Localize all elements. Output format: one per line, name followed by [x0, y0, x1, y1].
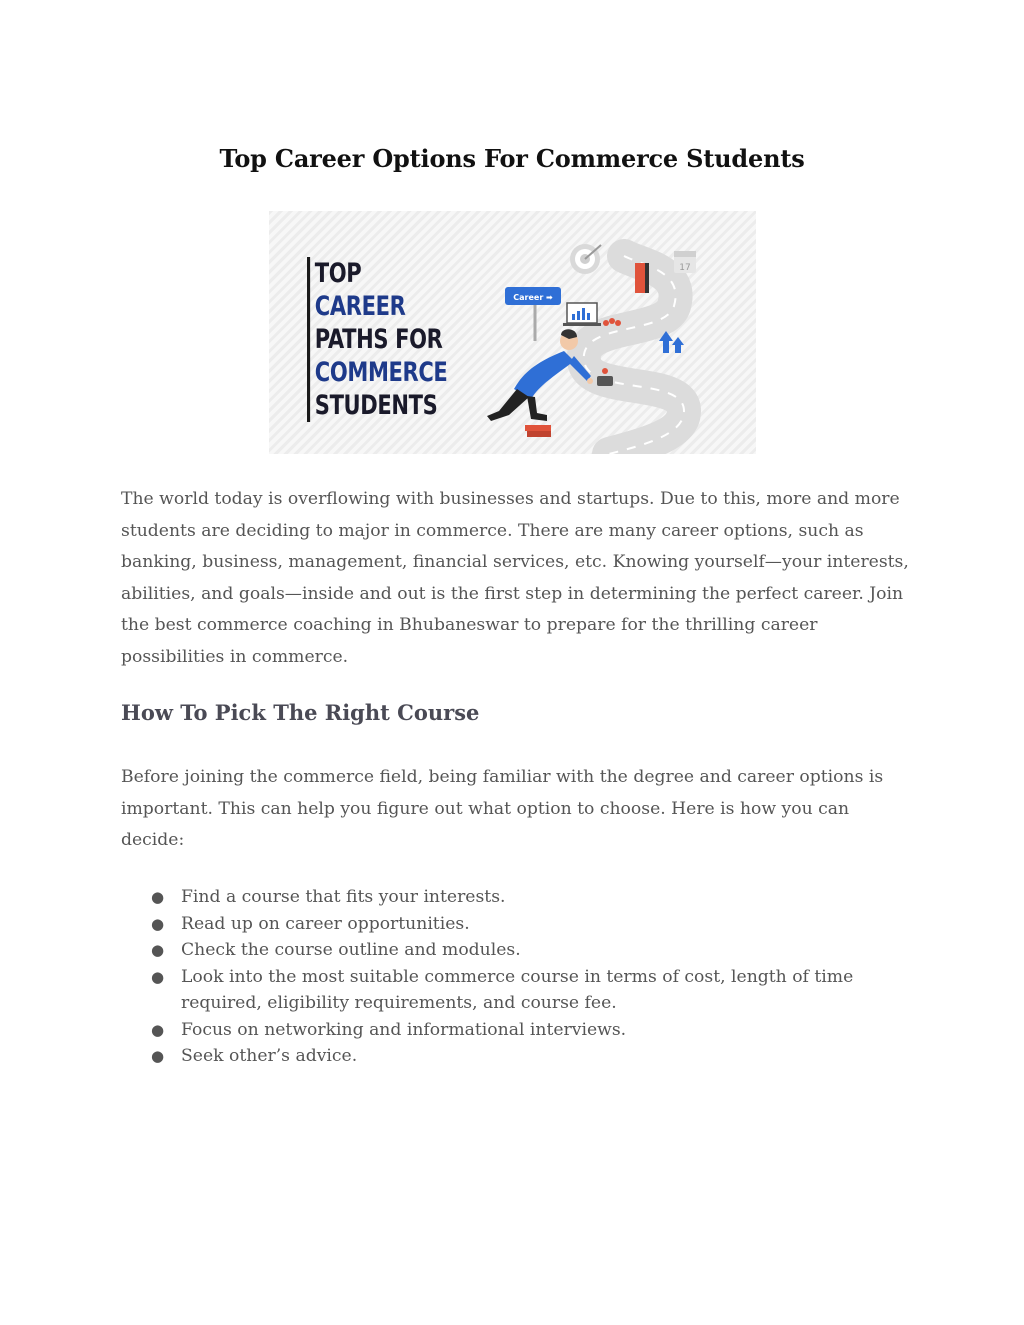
list-item — [121, 937, 901, 964]
road-icon — [584, 256, 684, 454]
section-heading: How To Pick The Right Course — [121, 700, 480, 725]
bullet-icon: ● — [151, 888, 165, 906]
list-item-text: Seek other’s advice. — [181, 1046, 358, 1066]
tips-list — [121, 884, 901, 1070]
list-item — [121, 1043, 901, 1070]
career-sign-icon — [505, 287, 561, 341]
hero-image — [269, 211, 756, 454]
list-item — [121, 1017, 901, 1044]
calendar-icon — [674, 251, 696, 273]
hero-line: COMMERCE — [314, 357, 448, 388]
bullet-icon: ● — [151, 967, 165, 986]
section-paragraph: Before joining the commerce field, being familiar with the degree and career options is important. This can help you figure out what option to choose. Here is how you can decide: — [121, 767, 884, 851]
bullet-icon: ● — [151, 914, 165, 933]
list-item-text: Read up on career opportunities. — [181, 913, 470, 934]
hero-line: CAREER — [314, 291, 406, 322]
bullet-icon: ● — [151, 941, 165, 959]
device-icon — [597, 376, 613, 386]
hero-line: PATHS FOR — [314, 324, 443, 355]
bullet-icon: ● — [151, 1020, 165, 1039]
svg-text:Career ➡: Career ➡ — [513, 293, 553, 302]
career-road-illustration — [469, 211, 756, 454]
list-item-text: Focus on networking and informational interviews. — [181, 1019, 627, 1040]
bullet-icon: ● — [151, 1047, 165, 1065]
list-item — [121, 964, 901, 1017]
list-item — [121, 884, 901, 911]
laptop-chart-icon — [563, 303, 601, 326]
list-item-text: Find a course that fits your interests. — [181, 887, 506, 907]
svg-text:17: 17 — [679, 263, 691, 273]
list-item-text: Look into the most suitable commerce course in terms of cost, length of time required, eligibility requirements, and course fee. — [181, 966, 854, 1013]
hero-line: STUDENTS — [314, 390, 438, 421]
hero-line: TOP — [314, 258, 362, 289]
list-item — [121, 911, 901, 938]
intro-paragraph: The world today is overflowing with businesses and startups. Due to this, more and more students are deciding to major in commerce. There are many career options, such as banking, business, management, financial services, etc. Knowing yourself—your interests, abilities, and goals—inside and out is the first step in determining the perfect career. Join the best commerce coaching in Bhubaneswar to prepare for the thrilling career possibilities in commerce. — [121, 489, 909, 667]
list-item-text: Check the course outline and modules. — [181, 940, 521, 960]
hero-title — [307, 257, 447, 422]
books-icon — [525, 425, 551, 437]
page-title: Top Career Options For Commerce Students — [219, 144, 805, 173]
target-icon — [570, 244, 601, 274]
